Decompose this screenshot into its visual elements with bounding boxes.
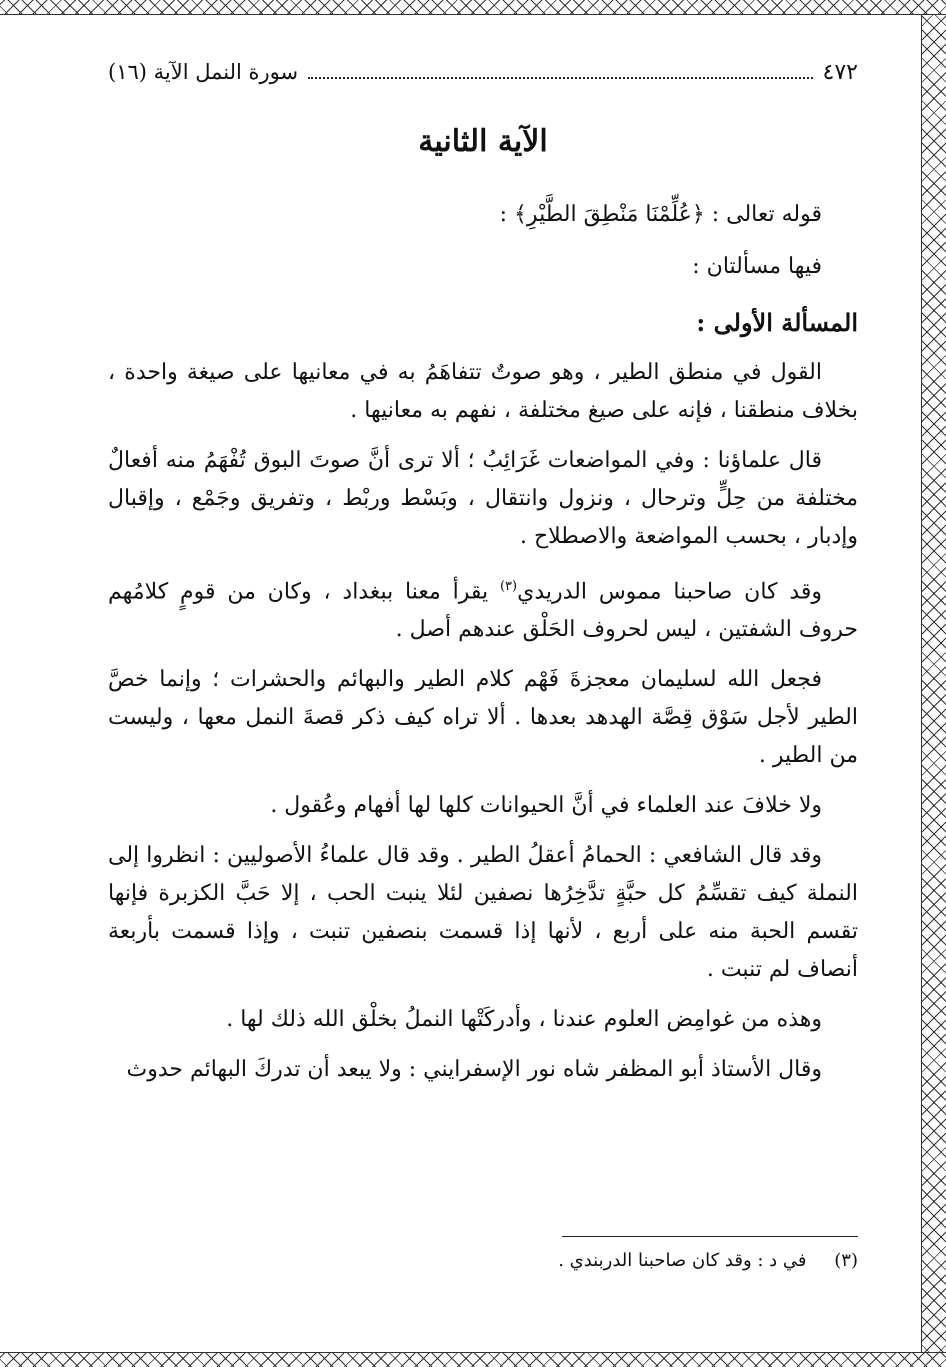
issue-heading: المسألة الأولى : bbox=[696, 308, 858, 337]
page-body bbox=[108, 60, 858, 1089]
paragraph-1: القول في منطق الطير ، وهو صوتٌ تتفاهَمُ به في معانيها على صيغة واحدة ، بخلاف منطقنا ، فإنه على صيغ مختلفة ، نفهم به معانيها . bbox=[108, 360, 858, 423]
paragraph-3-text-b: يقرأ معنا ببغداد ، وكان من قومٍ كلامُهم حروف الشفتين ، ليس لحروف الحَلْق عندهم أصل . bbox=[108, 579, 858, 643]
running-header bbox=[108, 60, 858, 96]
paragraph-5: ولا خلافَ عند العلماء في أنَّ الحيوانات كلها لها أفهام وعُقول . bbox=[270, 793, 822, 819]
right-ornamental-border bbox=[921, 14, 946, 1353]
footnote-divider bbox=[562, 1236, 858, 1237]
questions-line: فيها مسألتان : bbox=[692, 254, 822, 279]
top-ornamental-border bbox=[0, 0, 946, 15]
footnote bbox=[258, 1250, 858, 1271]
header-leader-dots bbox=[308, 77, 812, 79]
paragraph-3-text-a: وقد كان صاحبنا مموس الدريدي bbox=[517, 579, 823, 605]
paragraph-2: قال علماؤنا : وفي المواضعات غَرَائِبُ ؛ ألا ترى أنَّ صوتَ البوق تُفْهَمُ منه أفعالٌ مختلفة من حِلٍّ وترحال ، ونزول وانتقال ، وبَسْط وربْط ، وتفريق وجَمْع ، وإقبال وإدبار ، بحسب المواضعة والاصطلاح . bbox=[108, 448, 858, 549]
verse-line: قوله تعالى : ﴿عُلِّمْنَا مَنْطِقَ الطَّيْرِ﴾ : bbox=[499, 202, 822, 227]
section-title: الآية الثانية bbox=[418, 124, 548, 159]
paragraph-7: وهذه من غوامِض العلوم عندنا ، وأدركَتْها النملُ بخلْق الله ذلك لها . bbox=[226, 1007, 822, 1033]
paragraph-6: وقد قال الشافعي : الحمامُ أعقلُ الطير . وقد قال علماءُ الأصوليين : انظروا إلى النملة كيف تقسِّمُ كل حبَّةٍ تدَّخِرُها نصفين لئلا ينبت الحب ، إلا حَبَّ الكزبرة فإنها تقسم الحبة منه على أربع ، لأنها إذا قسمت بنصفين تنبت ، وإذا قسمت بأربعة أنصاف لم تنبت . bbox=[108, 843, 858, 983]
footnote-text: في د : وقد كان صاحبنا الدربندي . bbox=[558, 1250, 807, 1271]
paragraph-8: وقال الأستاذ أبو المظفر شاه نور الإسفرايني : ولا يبعد أن تدركَ البهائم حدوث bbox=[126, 1057, 822, 1083]
page-number: ٤٧٢ bbox=[822, 60, 858, 85]
footnote-number: (٣) bbox=[834, 1250, 858, 1271]
paragraph-3 bbox=[108, 568, 858, 649]
bottom-ornamental-border bbox=[0, 1352, 946, 1367]
footnote-reference: (٣) bbox=[499, 579, 518, 594]
surah-reference: سورة النمل الآية (١٦) bbox=[108, 60, 299, 84]
paragraph-4: فجعل الله لسليمان معجزةَ فَهْم كلام الطير والبهائم والحشرات ؛ وإنما خصَّ الطير لأجل سَوْق قِصَّة الهدهد بعدها . ألا تراه كيف ذكر قصةَ النمل معها ، وليست من الطير . bbox=[108, 667, 858, 769]
